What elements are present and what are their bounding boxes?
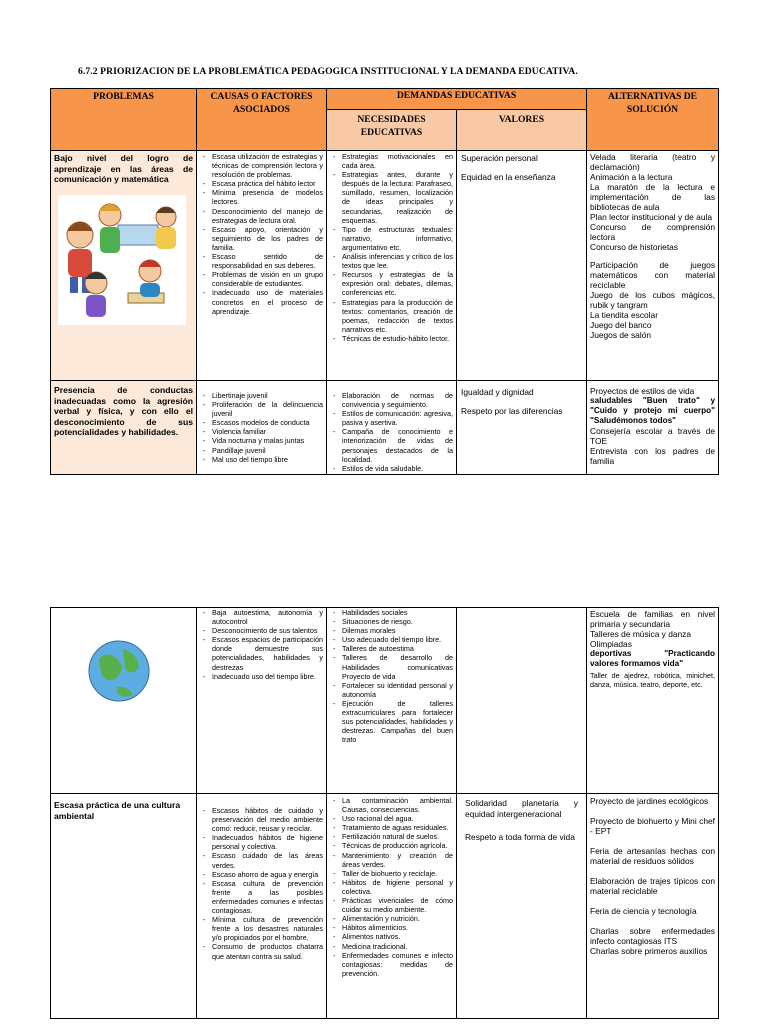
cause-item: - Mínima cultura de prevención frente a los desastres naturales y/o propiciados por el hombre. [201, 915, 323, 942]
causes-cell [197, 151, 327, 381]
need-item: - Análisis inferencias y crítico de los textos que lee. [331, 252, 453, 270]
need-item: - Tratamiento de aguas residuales. [331, 823, 453, 832]
alternative-item: Talleres de música y danza [590, 629, 692, 639]
alternative-item: Proyecto de jardines ecológicos [590, 796, 709, 806]
cause-item: - Escaso apoyo, orientación y seguimiento de los padres de familia. [201, 225, 323, 252]
values-cell [457, 794, 587, 1019]
problem-cell [51, 381, 197, 475]
alternative-item: Feria de artesanías hechas con material de residuos sólidos [590, 846, 715, 866]
alternative-item: Feria de ciencia y tecnología [590, 906, 697, 916]
cause-item: - Desconocimiento del manejo de estrategias de lectura oral. [201, 207, 323, 225]
cause-item: - Mínima presencia de modelos lectores. [201, 188, 323, 206]
header-valores: VALORES [457, 110, 587, 151]
need-item: - Prácticas vivenciales de cómo cuidar su medio ambiente. [331, 896, 453, 914]
need-item: - La contaminación ambiental. Causas, consecuencias. [331, 796, 453, 814]
cause-item: - Proliferación de la delincuencia juvenil [201, 400, 323, 418]
value-item: Igualdad y dignidad [461, 387, 534, 397]
needs-cell [327, 151, 457, 381]
cause-item: - Pandillaje juvenil [201, 446, 323, 455]
alternative-item: La tiendita escolar [590, 310, 658, 320]
cause-item: - Libertinaje juvenil [201, 391, 323, 400]
need-item: - Tipo de estructuras textuales: narrativo, informativo, argumentativo etc. [331, 225, 453, 252]
need-item: - Estilos de comunicación: agresiva, pasiva y asertiva. [331, 409, 453, 427]
causes-cell [197, 608, 327, 794]
need-item: - Técnicas de estudio-hábito lector. [331, 334, 453, 343]
need-item: - Estilos de vida saludable. [331, 464, 453, 473]
cause-item: - Baja autoestima, autonomía y autocontrol [201, 608, 323, 626]
alternative-item: La maratón de la lectura e implementación de las bibliotecas de aula [590, 182, 716, 212]
needs-cell [327, 794, 457, 1019]
problem-cell [51, 794, 197, 1019]
cause-item: - Problemas de visión en un grupo considerable de estudiantes. [201, 270, 323, 288]
cause-item: - Desconocimiento de sus talentos [201, 626, 323, 635]
need-item: - Alimentos nativos. [331, 932, 453, 941]
alternative-item: Proyectos de estilos de vida [590, 386, 695, 396]
need-item: - Alimentación y nutrición. [331, 914, 453, 923]
need-item: - Campaña de conocimiento e interiorización de vidas de personajes destacados de la localidad. [331, 427, 453, 463]
priority-table-2 [50, 607, 719, 1019]
need-item: - Recursos y estrategias de la expresión oral: debates, dilemas, conferencias etc. [331, 270, 453, 297]
need-item: - Mantenimiento y creación de áreas verdes. [331, 851, 453, 869]
alternatives-cell [587, 608, 719, 794]
cause-item: - Escaso ahorro de agua y energía [201, 870, 323, 879]
alternative-item: Taller de ajedrez, robótica, minichet, danza, música. teatro, deporte, etc. [590, 671, 715, 689]
cause-item: - Inadecuado uso del tiempo libre. [201, 672, 323, 681]
causes-cell [197, 381, 327, 475]
alternative-item: Entrevista con los padres de familia [590, 446, 716, 466]
alternative-item: Velada literaria (teatro y declamación) [590, 152, 716, 172]
image-cell [51, 608, 197, 794]
cause-item: - Escasos modelos de conducta [201, 418, 323, 427]
value-item: Superación personal [461, 153, 538, 163]
cause-item: - Escaso cuidado de las áreas verdes. [201, 851, 323, 869]
causes-cell [197, 794, 327, 1019]
problem-text: Presencia de conductas inadecuadas como la agresión verbal y física, y con ello el desconocimiento de sus potencialidades y habilidades. [54, 385, 193, 437]
problem-text: Bajo nivel del logro de aprendizaje en las áreas de comunicación y matemática [54, 153, 193, 184]
need-item: - Elaboración de normas de convivencia y seguimiento. [331, 391, 453, 409]
need-item: - Hábitos alimenticios. [331, 923, 453, 932]
cause-item: - Escaso sentido de responsabilidad en sus deberes. [201, 252, 323, 270]
alternatives-cell [587, 151, 719, 381]
alternative-item: Consejería escolar a través de TOE [590, 426, 716, 446]
alternative-item: Animación a la lectura [590, 172, 673, 182]
need-item: - Talleres de desarrollo de Habilidades comunicativas Proyecto de vida [331, 653, 453, 680]
need-item: - Enfermedades comunes e infecto contagiosas: medidas de prevención. [331, 951, 453, 978]
cause-item: - Violencia familiar [201, 427, 323, 436]
alternative-item: Olimpiadas [590, 639, 632, 649]
value-item: Respeto a toda forma de vida [465, 832, 575, 842]
cause-item: - Consumo de productos chatarra que atentan contra su salud. [201, 942, 323, 960]
need-item: - Dilemas morales [331, 626, 453, 635]
need-item: - Talleres de autoestima [331, 644, 453, 653]
need-item: - Estrategias para la producción de textos: comentarios, creación de poemas, redacción de textos narrativos etc. [331, 298, 453, 334]
header-alternativas: ALTERNATIVAS DE SOLUCIÓN [587, 89, 719, 151]
values-cell [457, 381, 587, 475]
need-item: - Situaciones de riesgo. [331, 617, 453, 626]
priority-table-1 [50, 88, 719, 475]
needs-cell [327, 381, 457, 475]
need-item: - Uso racional del agua. [331, 814, 453, 823]
header-problemas: PROBLEMAS [51, 89, 197, 151]
need-item: - Ejecución de talleres extracurriculares para fortalecer sus potencialidades, habilidades y destrezas. Campañas del buen trato [331, 699, 453, 744]
header-causas: CAUSAS O FACTORES ASOCIADOS [197, 89, 327, 151]
need-item: - Estrategias motivacionales en cada área. [331, 152, 453, 170]
alternative-item: Juego de los cubos mágicos, rubik y tangram [590, 290, 716, 310]
value-item: Equidad en la enseñanza [461, 172, 556, 182]
problem-text: Escasa práctica de una cultura ambiental [54, 800, 181, 821]
cause-item: - Inadecuado uso de materiales concretos en el proceso de aprendizaje. [201, 288, 323, 315]
alternative-item: Escuela de familias en nivel primaria y secundaria [590, 609, 715, 629]
alternative-item: Charlas sobre enfermedades infecto contagiosas ITS [590, 926, 715, 946]
alternative-item: deportivas "Practicando valores formamos vida" [590, 649, 715, 668]
value-item: Solidaridad planetaria y equidad intergeneracional [465, 798, 578, 819]
alternative-item: Juego del banco [590, 320, 652, 330]
cause-item: - Escasa utilización de estrategias y técnicas de comprensión lectora y resolución de problemas. [201, 152, 323, 179]
page-title: 6.7.2 PRIORIZACION DE LA PROBLEMÁTICA PEDAGOGICA INSTITUCIONAL Y LA DEMANDA EDUCATIVA. [78, 66, 578, 77]
need-item: - Estrategias antes, durante y después de la lectura: Parafraseo, sumillado, resumen, localización de ideas principales y secundarias, realización de esquemas. [331, 170, 453, 225]
cause-item: - Escasa práctica del hábito lector [201, 179, 323, 188]
header-necesidades: NECESIDADES EDUCATIVAS [327, 110, 457, 151]
needs-cell [327, 608, 457, 794]
alternative-item: Participación de juegos matemáticos con material reciclable [590, 260, 716, 290]
need-item: - Taller de biohuerto y reciclaje. [331, 869, 453, 878]
values-cell [457, 608, 587, 794]
cause-item: - Escasa cultura de prevención frente a las posibles enfermedades comunes e infectas contagiosas. [201, 879, 323, 915]
alternative-item: Charlas sobre primeros auxilios [590, 946, 708, 956]
value-item: Respeto por las diferencias [461, 406, 563, 416]
alternative-item: saludables "Buen trato" y "Cuido y protejo mi cuerpo" "Saludémonos todos" [590, 396, 716, 425]
alternative-item: Proyecto de biohuerto y Mini chef - EPT [590, 816, 715, 836]
cause-item: - Mal uso del tiempo libre [201, 455, 323, 464]
need-item: - Uso adecuado del tiempo libre. [331, 635, 453, 644]
need-item: - Habilidades sociales [331, 608, 453, 617]
alternative-item: Elaboración de trajes típicos con material reciclable [590, 876, 715, 896]
children-around-globe-illustration [53, 609, 185, 729]
header-demandas: DEMANDAS EDUCATIVAS [327, 89, 587, 110]
alternatives-cell [587, 381, 719, 475]
need-item: - Hábitos de higiene personal y colectiva. [331, 878, 453, 896]
alternative-item: Juegos de salón [590, 330, 652, 340]
need-item: - Fertilización natural de suelos. [331, 832, 453, 841]
alternative-item: Concurso de historietas [590, 242, 678, 252]
alternative-item: Plan lector institucional y de aula [590, 212, 712, 222]
need-item: - Fortalecer su identidad personal y autonomía [331, 681, 453, 699]
values-cell [457, 151, 587, 381]
problem-cell [51, 151, 197, 381]
need-item: - Técnicas de producción agrícola. [331, 841, 453, 850]
alternative-item: Concurso de comprensión lectora [590, 222, 716, 242]
alternatives-cell [587, 794, 719, 1019]
cause-item: - Vida nocturna y malas juntas [201, 436, 323, 445]
children-learning-illustration [58, 195, 186, 325]
cause-item: - Inadecuados hábitos de higiene personal y colectiva. [201, 833, 323, 851]
cause-item: - Escasos hábitos de cuidado y preservación del medio ambiente como: reducir, reusar y reciclar. [201, 806, 323, 833]
cause-item: - Escasos espacios de participación donde demuestre sus potencialidades, habilidades y destrezas [201, 635, 323, 671]
need-item: - Medicina tradicional. [331, 942, 453, 951]
